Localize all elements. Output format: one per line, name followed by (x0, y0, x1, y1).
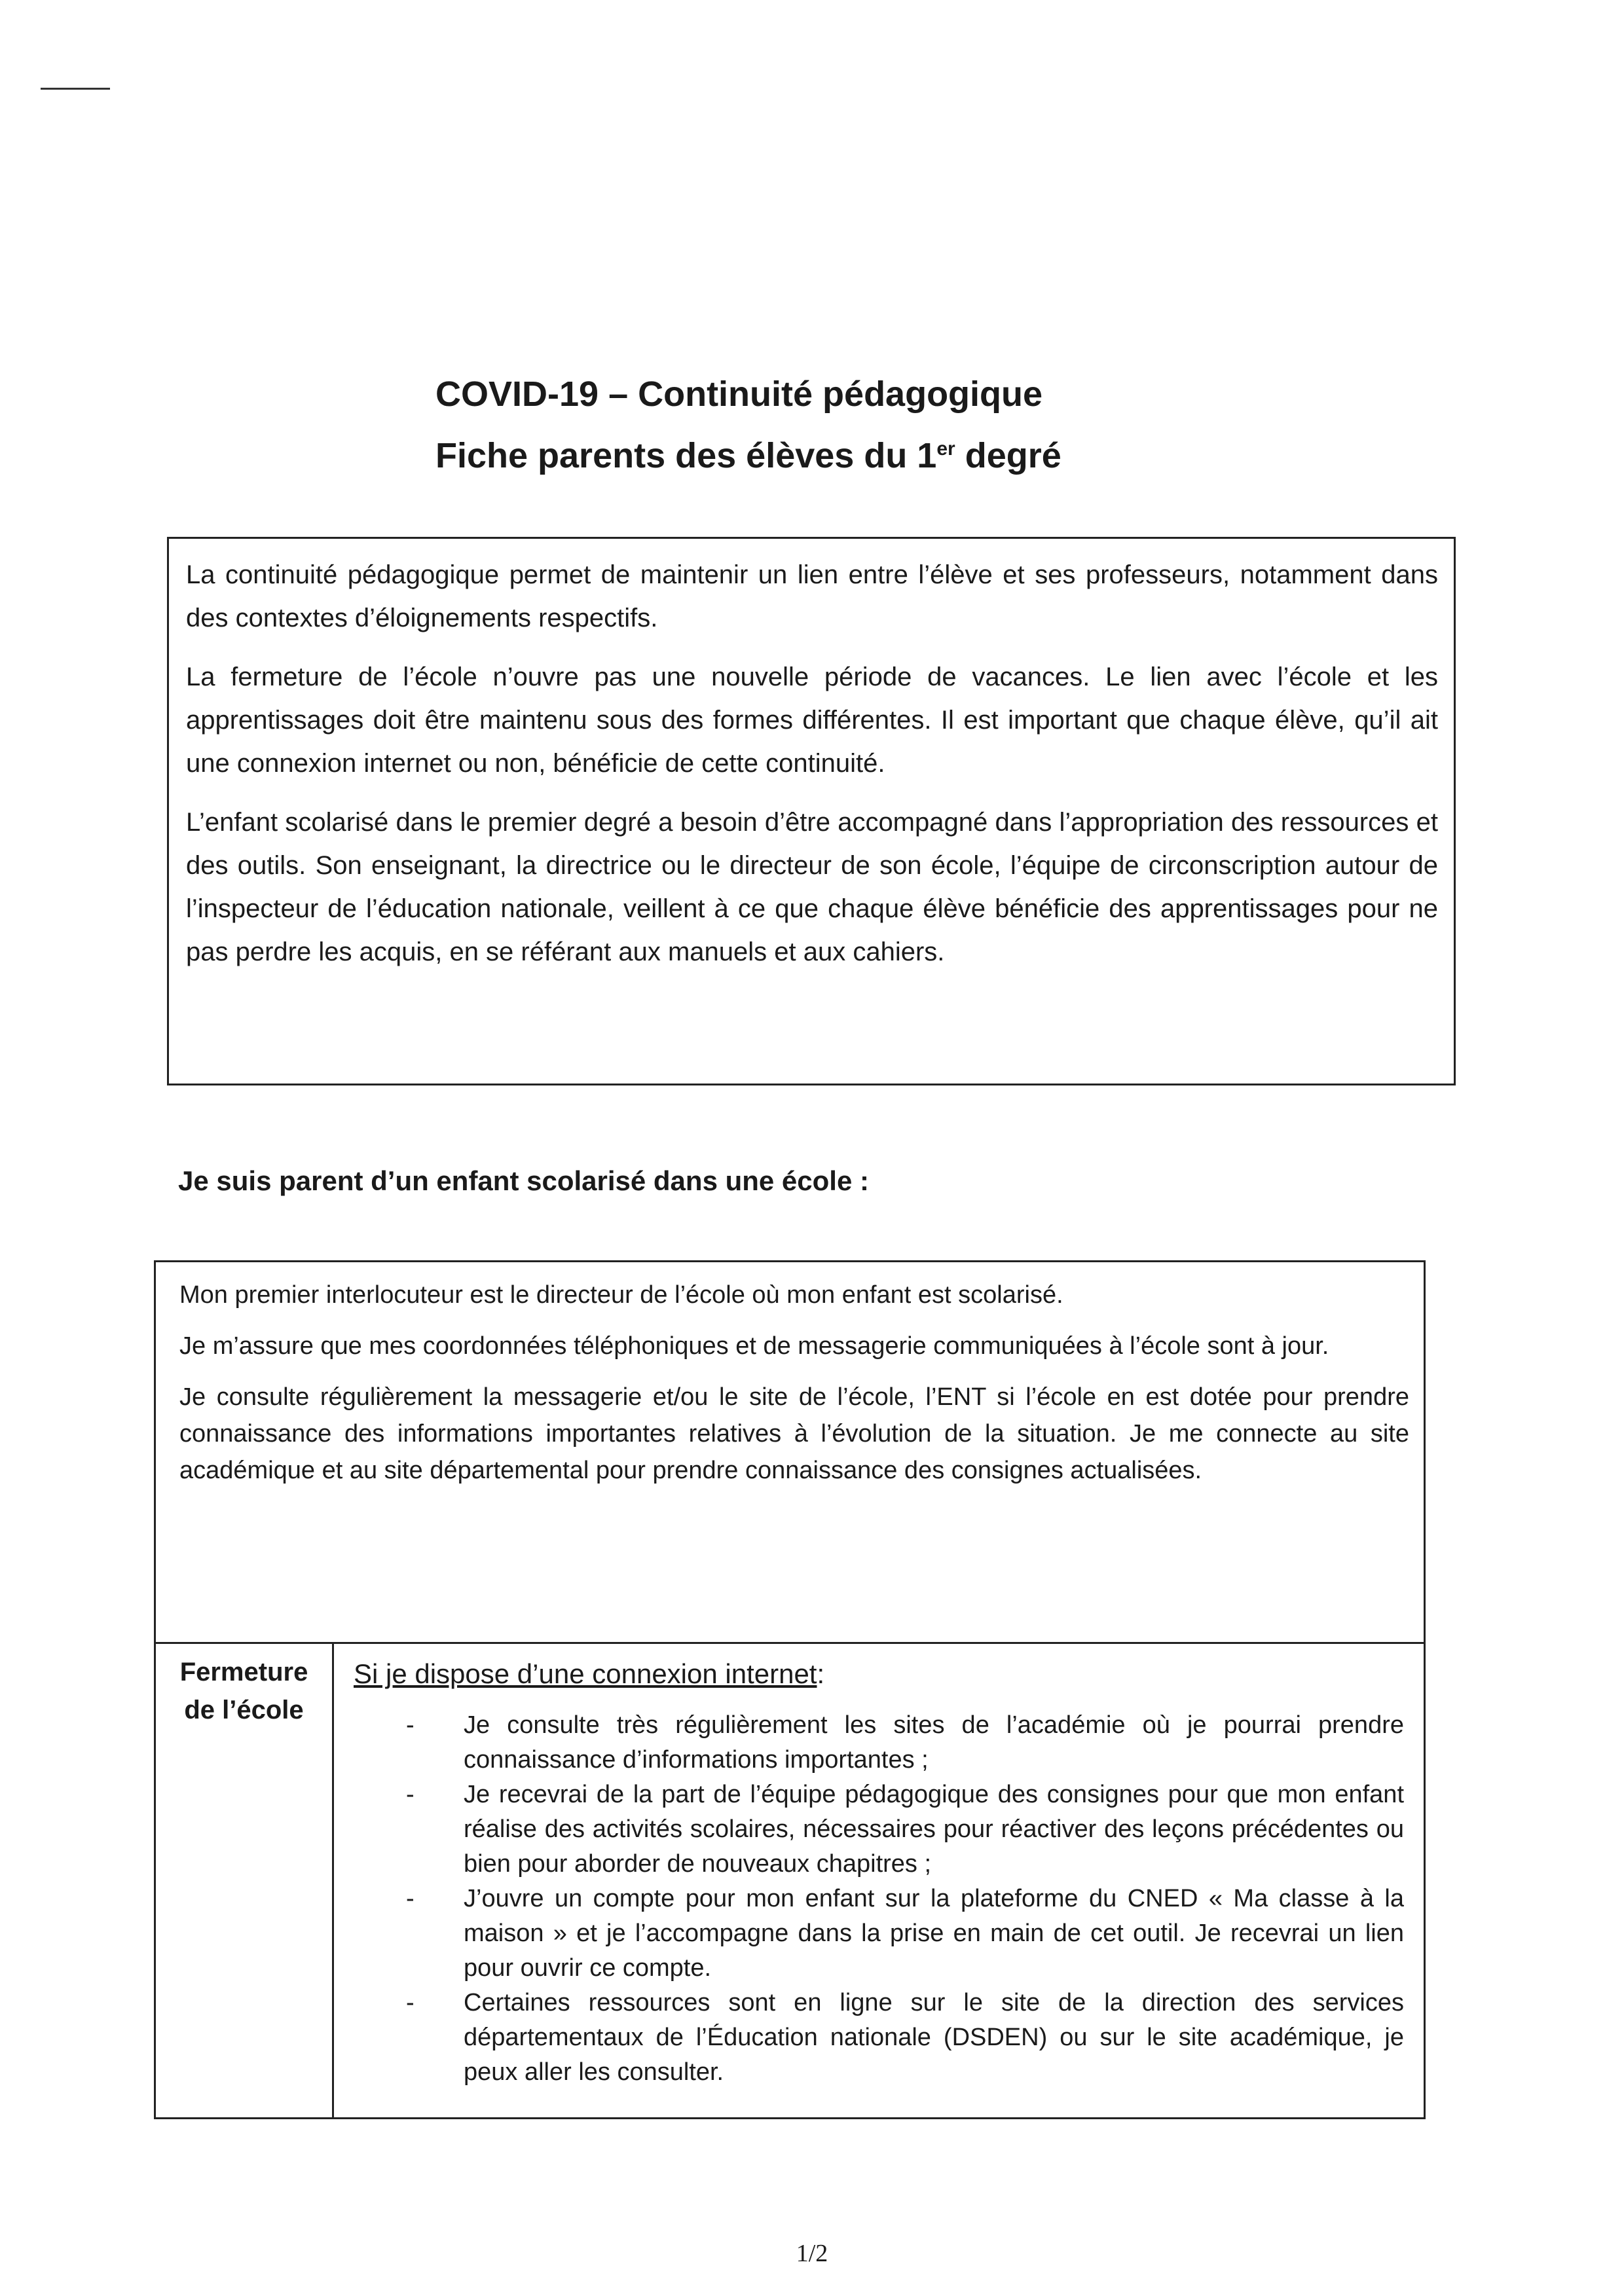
title-line-1: COVID-19 – Continuité pédagogique (435, 374, 1043, 414)
title-line-2 (435, 422, 1061, 483)
intro-paragraph-1: La continuité pédagogique permet de maintenir un lien entre l’élève et ses professeurs, notamment dans des contextes d’éloignements respectifs. (186, 560, 1438, 632)
title-superscript: er (936, 438, 955, 460)
page-number: 1/2 (796, 2240, 828, 2267)
parent-table (154, 1260, 1426, 2119)
parent-info-cell (156, 1262, 1424, 1644)
list-item (406, 1882, 1404, 1986)
internet-subheading (354, 1654, 1404, 1694)
list-item (406, 1708, 1404, 1777)
list-item-text: J’ouvre un compte pour mon enfant sur la plateforme du CNED « Ma classe à la maison » et je l’accompagne dans la prise en main de cet outil. Je recevrai un lien pour ouvrir ce compte. (464, 1885, 1404, 1982)
title-line-2-start: Fiche parents des élèves du 1 (435, 436, 937, 475)
internet-bullet-list (354, 1708, 1404, 2090)
parent-paragraph-3: Je consulte régulièrement la messagerie et/ou le site de l’école, l’ENT si l’école en est dotée pour prendre connaissance des informations importantes relatives à l’évolution de la situation. Je me connecte au site académique et au site départemental pour prendre connaissance des consignes actualisées. (179, 1383, 1409, 1484)
title-line-2-end: degré (955, 436, 1061, 475)
dash-marker: - (406, 1781, 415, 1808)
list-item-text: Je consulte très régulièrement les sites de l’académie où je pourrai prendre connaissance d’informations importantes ; (464, 1711, 1404, 1774)
list-item-text: Certaines ressources sont en ligne sur le site de la direction des services départementaux de l’Éducation nationale (DSDEN) ou sur le site académique, je peux aller les consulter. (464, 1989, 1404, 2086)
parent-paragraph-1: Mon premier interlocuteur est le directeur de l’école où mon enfant est scolarisé. (179, 1281, 1063, 1309)
list-item (406, 1986, 1404, 2090)
intro-paragraph-2: La fermeture de l’école n’ouvre pas une nouvelle période de vacances. Le lien avec l’école et les apprentissages doit être maintenu sous des formes différentes. Il est important que chaque élève, qu’il ait une connexion internet ou non, bénéficie de cette continuité. (186, 663, 1438, 778)
corner-scan-mark (41, 88, 110, 90)
parent-paragraph-2: Je m’assure que mes coordonnées téléphoniques et de messagerie communiquées à l’école sont à jour. (179, 1332, 1329, 1360)
section-heading: Je suis parent d’un enfant scolarisé dans une école : (178, 1165, 869, 1196)
intro-box (167, 537, 1456, 1085)
row-label-line-1: Fermeture (179, 1658, 308, 1686)
row-label-line-2: de l’école (184, 1696, 304, 1724)
closure-row (156, 1644, 1424, 2117)
internet-subheading-colon: : (817, 1658, 825, 1689)
document-title (435, 367, 1061, 483)
intro-paragraph-3: L’enfant scolarisé dans le premier degré a besoin d’être accompagné dans l’appropriation des ressources et des outils. Son enseignant, la directrice ou le directeur de son école, l’équipe de circonscription autour de l’inspecteur de l’éducation nationale, veillent à ce que chaque élève bénéficie des apprentissages pour ne pas perdre les acquis, en se référant aux manuels et aux cahiers. (186, 808, 1438, 966)
dash-marker: - (406, 1989, 415, 2016)
row-content-cell (334, 1644, 1424, 2117)
list-item (406, 1777, 1404, 1882)
list-item-text: Je recevrai de la part de l’équipe pédagogique des consignes pour que mon enfant réalise des activités scolaires, nécessaires pour réactiver des leçons précédentes ou bien pour aborder de nouveaux chapitres ; (464, 1781, 1404, 1878)
internet-subheading-text: Si je dispose d’une connexion internet (354, 1658, 817, 1689)
row-label-cell (156, 1644, 334, 2117)
dash-marker: - (406, 1711, 415, 1739)
dash-marker: - (406, 1885, 415, 1912)
